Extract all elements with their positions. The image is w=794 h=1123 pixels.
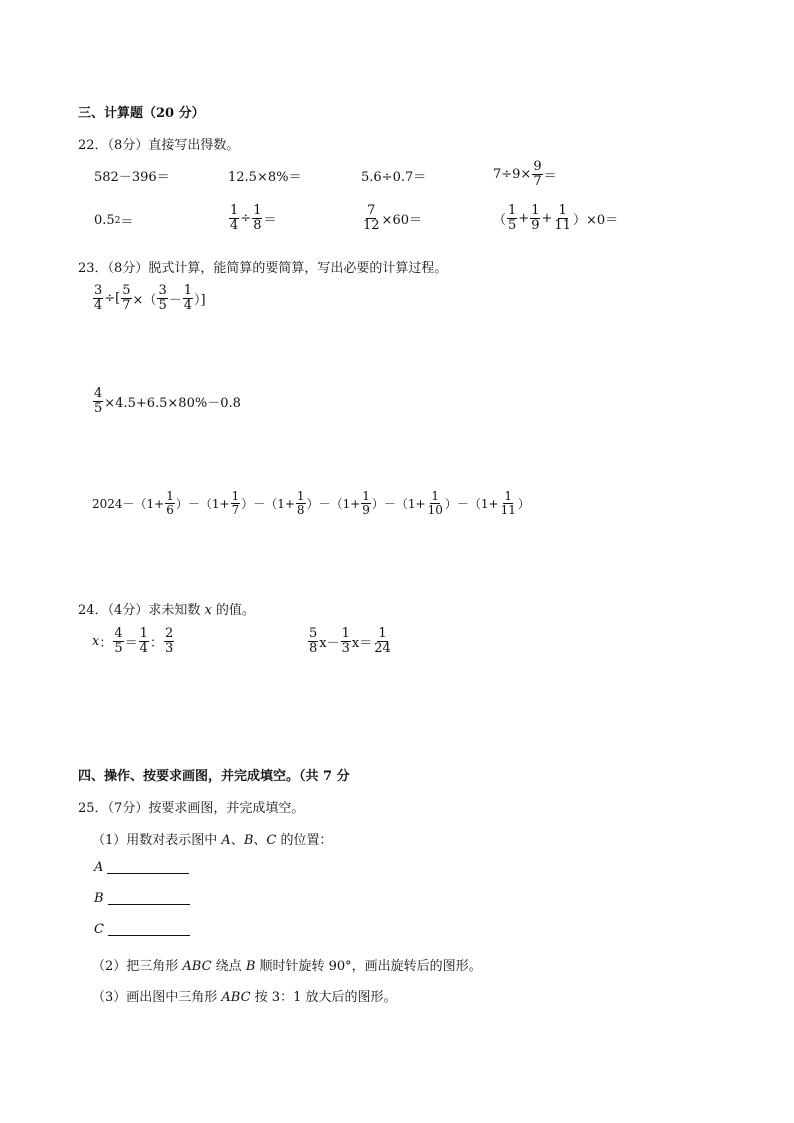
- section-3-title: 三、计算题（20 分）: [78, 106, 205, 121]
- fraction: $\frac{1}{9}$: [362, 489, 370, 517]
- answer-blank-a[interactable]: [107, 861, 189, 874]
- fraction: $\frac{1}{7}$: [231, 489, 240, 517]
- fraction: $\frac{1}{11}$: [500, 489, 516, 517]
- q24-title: 24．（4分）求未知数 x 的值。: [78, 603, 255, 618]
- q25-title: 25．（7分）按要求画图，并完成填空。: [78, 801, 305, 816]
- fraction: $\frac{1}{4}$: [230, 203, 239, 233]
- q25-part-1: （1）用数对表示图中 A、B、C 的位置：: [92, 833, 333, 848]
- answer-blank-c[interactable]: [108, 923, 190, 936]
- q25-part-3: （3）画出图中三角形 ABC 按 3：1 放大后的图形。: [92, 990, 397, 1005]
- fraction: $\frac{3}{4}$: [94, 283, 103, 313]
- q22-expr-4: 7÷9× $\frac{9}{7}$ ＝: [493, 159, 557, 189]
- fraction: $\frac{1}{4}$: [183, 283, 193, 313]
- fraction: $\frac{9}{7}$: [533, 159, 542, 189]
- q22-expr-2: 12.5×8%＝: [228, 170, 302, 185]
- fraction: $\frac{1}{24}$: [374, 626, 391, 656]
- q22-expr-8: （ $\frac{1}{5}$ + $\frac{1}{9}$ + $\frac{1}{11}$ ）×0＝: [493, 203, 619, 233]
- q23-expr-1: $\frac{3}{4}$ ÷[ $\frac{5}{7}$ ×（ $\frac{3}{5}$ － $\frac{1}{4}$ ）]: [94, 283, 206, 313]
- fraction: $\frac{4}{5}$: [94, 386, 103, 416]
- answer-line-b: B: [94, 891, 190, 906]
- fraction: $\frac{1}{11}$: [554, 203, 571, 233]
- q22-expr-6: $\frac{1}{4}$ ÷ $\frac{1}{8}$ ＝: [230, 203, 277, 233]
- fraction: $\frac{1}{10}$: [427, 489, 443, 517]
- fraction: $\frac{1}{4}$: [139, 626, 148, 656]
- q24-equation-1: x ： $\frac{4}{5}$ ＝ $\frac{1}{4}$ ： $\frac{2}{3}$: [92, 626, 174, 656]
- fraction: $\frac{3}{5}$: [158, 283, 167, 313]
- fraction: $\frac{5}{8}$: [309, 626, 318, 656]
- q22-expr-7: $\frac{7}{12}$ ×60＝: [363, 203, 422, 233]
- fraction: $\frac{1}{5}$: [508, 203, 517, 233]
- q23-expr-2: $\frac{4}{5}$ ×4.5+6.5×80%－0.8: [94, 386, 241, 416]
- q23-title: 23．（8分）脱式计算，能简算的要简算，写出必要的计算过程。: [78, 261, 448, 276]
- q22-expr-5: 0.5 2 ＝: [94, 213, 134, 230]
- answer-line-c: C: [94, 922, 190, 937]
- fraction: $\frac{1}{8}$: [253, 203, 262, 233]
- q22-title: 22．（8分）直接写出得数。: [78, 138, 240, 153]
- section-4-title: 四、操作、按要求画图，并完成填空。（共 7 分: [78, 769, 350, 784]
- answer-line-a: A: [94, 860, 189, 875]
- q23-expr-3: 2024－（1+ $\frac{1}{6}$ ）－（1+ $\frac{1}{7}$ ）－（1+ $\frac{1}{8}$ ）－（1+ $\frac{1}{9}$ ）－（1+ $\frac{1}{10}$ ）－（1+ $\frac{1}{11}$ ）: [92, 489, 530, 517]
- answer-blank-b[interactable]: [108, 892, 190, 905]
- q25-part-2: （2）把三角形 ABC 绕点 B 顺时针旋转 90°，画出旋转后的图形。: [92, 959, 482, 974]
- fraction: $\frac{1}{3}$: [341, 626, 350, 656]
- fraction: $\frac{5}{7}$: [122, 283, 131, 313]
- fraction: $\frac{7}{12}$: [363, 203, 380, 233]
- fraction: $\frac{1}{6}$: [166, 489, 174, 517]
- fraction: $\frac{2}{3}$: [164, 626, 174, 656]
- fraction: $\frac{4}{5}$: [114, 626, 123, 656]
- fraction: $\frac{1}{8}$: [296, 489, 305, 517]
- q24-equation-2: $\frac{5}{8}$ x－ $\frac{1}{3}$ x＝ $\frac{1}{24}$: [309, 626, 391, 656]
- q22-expr-1: 582－396＝: [94, 170, 170, 185]
- q22-expr-3: 5.6÷0.7＝: [361, 170, 427, 185]
- fraction: $\frac{1}{9}$: [531, 203, 540, 233]
